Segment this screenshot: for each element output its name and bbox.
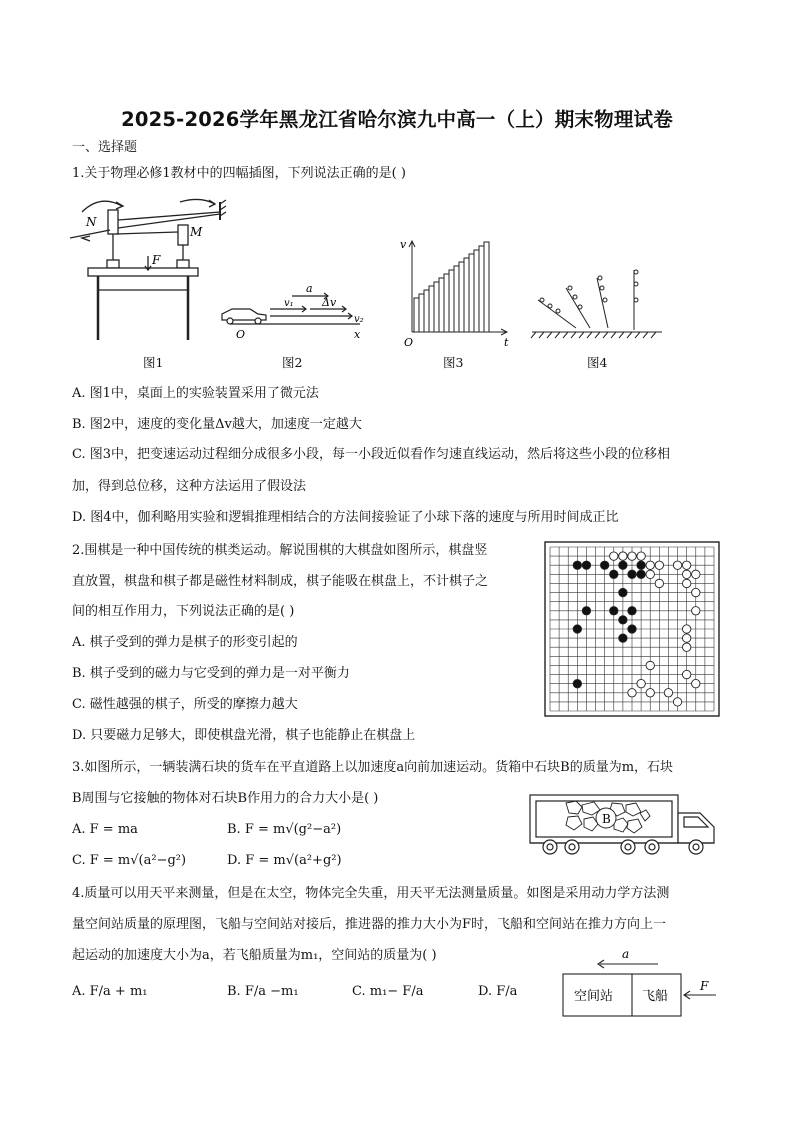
white-stone — [682, 570, 690, 578]
black-stone — [637, 561, 645, 569]
figure-4-caption: 图4 — [587, 355, 608, 370]
q1-option-c: C. 图3中，把变速运动过程细分成很多小段，每一小段近似看作匀速直线运动，然后将这些小段的位移相 — [72, 447, 671, 462]
black-stone — [600, 561, 608, 569]
q2-option-b: B. 棋子受到的磁力与它受到的弹力是一对平衡力 — [72, 666, 350, 681]
fig3-label-t: t — [504, 336, 509, 349]
question-1-figures — [70, 190, 670, 370]
black-stone — [573, 561, 581, 569]
q3-stem-line-2: B周围与它接触的物体对石块B作用力的合力大小是( ) — [72, 791, 379, 806]
figure-2-caption: 图2 — [282, 355, 303, 370]
black-stone — [628, 570, 636, 578]
q1-option-d: D. 图4中，伽利略用实验和逻辑推理相结合的方法间接验证了小球下落的速度与所用时间成正比 — [72, 510, 619, 525]
fig2-label-x: x — [354, 328, 361, 341]
white-stone — [664, 689, 672, 697]
black-stone — [573, 625, 581, 633]
white-stone — [682, 670, 690, 678]
q2-option-d: D. 只要磁力足够大，即使棋盘光滑，棋子也能静止在棋盘上 — [72, 728, 416, 743]
black-stone — [610, 607, 618, 615]
white-stone — [655, 561, 663, 569]
fig2-label-dv: Δv — [322, 296, 337, 309]
figure-3-caption: 图3 — [443, 355, 464, 370]
q2-option-a: A. 棋子受到的弹力是棋子的形变引起的 — [72, 635, 298, 650]
black-stone — [619, 634, 627, 642]
white-stone — [610, 552, 618, 560]
white-stone — [637, 679, 645, 687]
q4-option-a: A. F/a + m₁ — [72, 984, 148, 999]
black-stone — [610, 570, 618, 578]
figure-4-inclined-planes — [531, 270, 662, 338]
q4-option-c: C. m₁− F/a — [352, 984, 424, 999]
fig1-label-f: F — [152, 253, 161, 267]
black-stone — [573, 679, 581, 687]
white-stone — [646, 570, 654, 578]
white-stone — [682, 579, 690, 587]
white-stone — [682, 634, 690, 642]
black-stone — [582, 561, 590, 569]
black-stone — [628, 625, 636, 633]
figure-1-caption: 图1 — [143, 355, 164, 370]
white-stone — [646, 689, 654, 697]
fig2-label-v2: v₂ — [354, 314, 364, 325]
force-label: F — [700, 979, 709, 993]
black-stone — [637, 570, 645, 578]
fig2-label-v1: v₁ — [284, 298, 294, 309]
spaceship-label: 飞船 — [642, 989, 669, 1004]
fig2-label-o: O — [236, 328, 246, 341]
white-stone — [637, 552, 645, 560]
white-stone — [673, 561, 681, 569]
q3-option-d: D. F = m√(a²+g²) — [227, 853, 342, 868]
acceleration-label: a — [622, 947, 630, 961]
fig1-label-m: M — [190, 225, 203, 239]
black-stone — [619, 588, 627, 596]
q2-option-c: C. 磁性越强的棋子，所受的摩擦力越大 — [72, 697, 298, 712]
fig1-label-n: N — [86, 215, 97, 229]
black-stone — [619, 616, 627, 624]
white-stone — [692, 607, 700, 615]
q1-option-c-continued: 加，得到总位移，这种方法运用了假设法 — [72, 479, 307, 494]
black-stone — [582, 607, 590, 615]
white-stone — [682, 561, 690, 569]
go-board-figure — [544, 541, 720, 717]
white-stone — [682, 625, 690, 633]
page-title: 2025-2026学年黑龙江省哈尔滨九中高一（上）期末物理试卷 — [121, 108, 673, 131]
white-stone — [692, 679, 700, 687]
q3-option-b: B. F = m√(g²−a²) — [227, 822, 342, 837]
white-stone — [619, 552, 627, 560]
white-stone — [692, 570, 700, 578]
white-stone — [628, 689, 636, 697]
question-1-stem: 1.关于物理必修1教材中的四幅插图，下列说法正确的是( ) — [72, 166, 406, 181]
q1-option-a: A. 图1中，桌面上的实验装置采用了微元法 — [72, 386, 319, 401]
white-stone — [682, 643, 690, 651]
q4-stem-line-1: 4.质量可以用天平来测量，但是在太空，物体完全失重，用天平无法测量质量。如图是采用动力学方法测 — [72, 886, 670, 901]
fig2-label-a: a — [306, 282, 313, 295]
q4-stem-line-2: 量空间站质量的原理图，飞船与空间站对接后，推进器的推力大小为F时，飞船和空间站在推力方向上一 — [72, 917, 667, 932]
black-stone — [628, 607, 636, 615]
fig3-label-v: v — [400, 238, 407, 251]
q3-stem-line-1: 3.如图所示，一辆装满石块的货车在平直道路上以加速度a向前加速运动。货箱中石块B的质量为m，石块 — [72, 760, 674, 775]
rock-b-label: B — [602, 812, 611, 826]
white-stone — [628, 552, 636, 560]
fig3-label-o: O — [404, 336, 414, 349]
q3-option-c: C. F = m√(a²−g²) — [72, 853, 187, 868]
q4-option-b: B. F/a −m₁ — [227, 984, 299, 999]
q2-stem-line-3: 间的相互作用力，下列说法正确的是( ) — [72, 604, 295, 619]
q4-option-d: D. F/a — [478, 984, 518, 999]
q3-option-a: A. F = ma — [72, 822, 138, 837]
q2-stem-line-2: 直放置，棋盘和棋子都是磁性材料制成，棋子能吸在棋盘上，不计棋子之 — [72, 574, 489, 589]
white-stone — [673, 698, 681, 706]
white-stone — [646, 661, 654, 669]
section-heading: 一、选择题 — [72, 140, 138, 155]
figure-3-vt-bars — [409, 241, 507, 335]
spacecraft-docking-figure — [560, 944, 720, 1020]
white-stone — [646, 561, 654, 569]
space-station-label: 空间站 — [574, 989, 614, 1004]
black-stone — [619, 561, 627, 569]
q4-stem-line-3: 起运动的加速度大小为a，若飞船质量为m₁，空间站的质量为( ) — [72, 948, 437, 963]
truck-figure — [528, 793, 720, 859]
q2-stem-line-1: 2.围棋是一种中国传统的棋类运动。解说围棋的大棋盘如图所示，棋盘竖 — [72, 543, 488, 558]
q1-option-b: B. 图2中，速度的变化量Δv越大，加速度一定越大 — [72, 417, 362, 432]
white-stone — [692, 588, 700, 596]
white-stone — [655, 579, 663, 587]
